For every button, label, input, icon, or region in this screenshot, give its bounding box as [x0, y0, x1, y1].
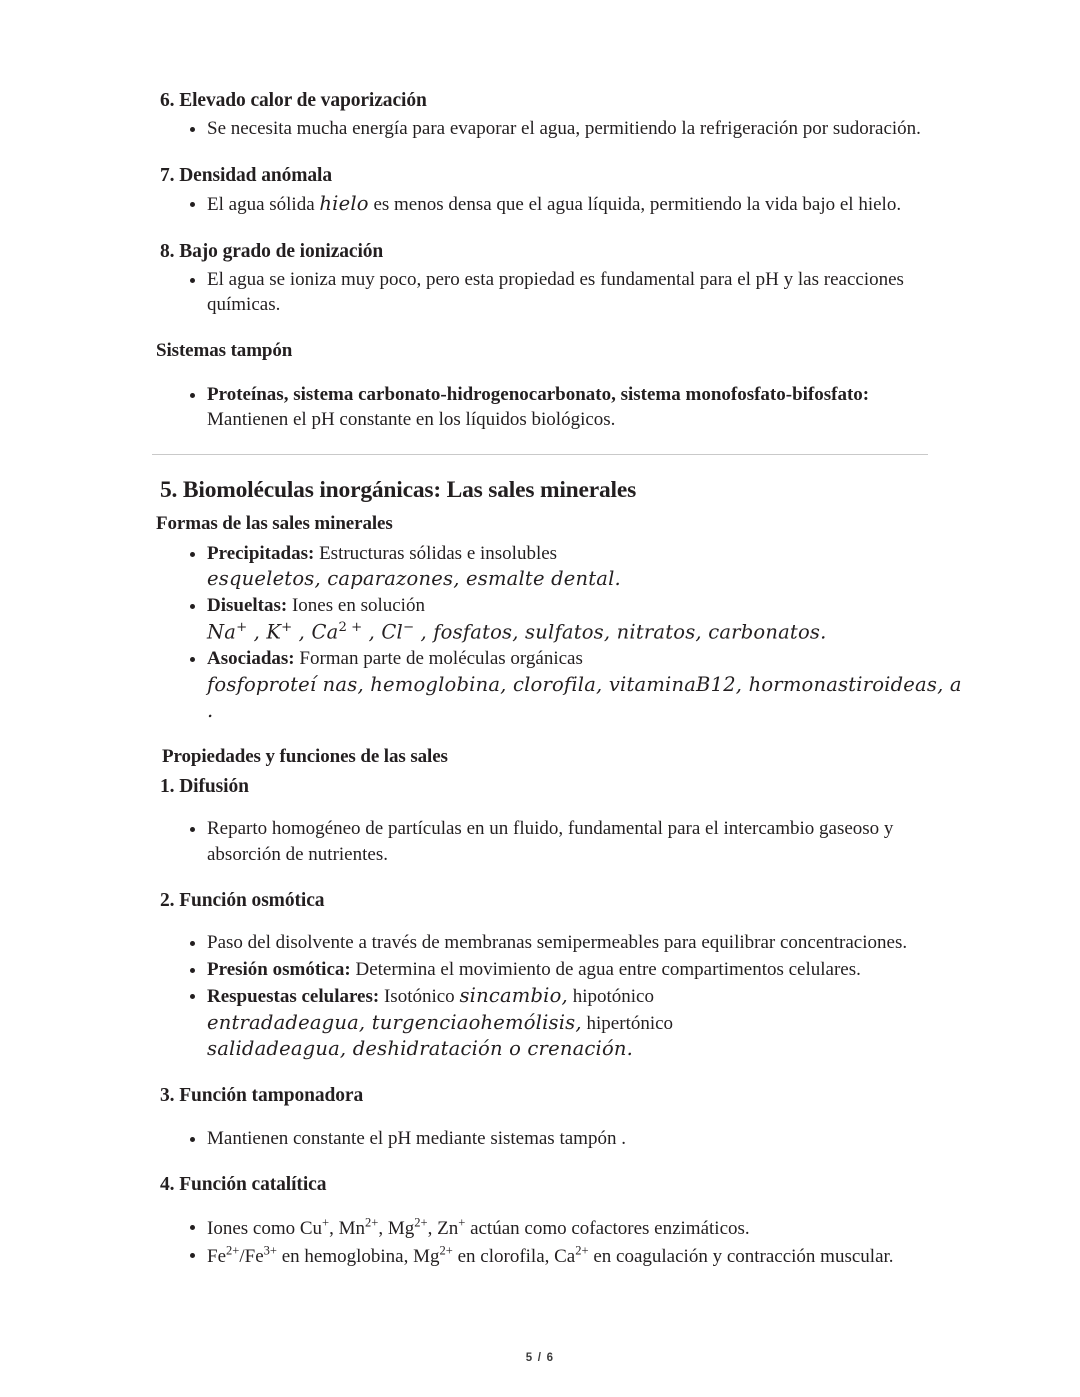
list-item: [152, 541, 942, 593]
list-item-text: Estructuras sólidas e insolubles: [314, 542, 558, 564]
list-item-text: $Fe^{2+}/Fe^{3+}$ en hemoglobina, $Mg^{2+}$ en clorofila, $Ca^{2+}$ en coagulación y contracción muscular.: [207, 1243, 894, 1267]
math-disueltas: Na+ , K+ , $Ca^{2 +}$ , Cl− , fosfatos, sulfatos, nitratos, carbonatos.: [207, 619, 827, 644]
list-item: [152, 957, 942, 982]
math-asociadas-line2: .: [207, 698, 214, 722]
spacer: [152, 219, 942, 239]
list-item: [152, 267, 942, 318]
list-item-bold: Respuestas celulares:: [207, 986, 380, 1008]
math-sin-cambio: sincambio,: [459, 984, 568, 1008]
list-funcion-tamponadora: [152, 1126, 942, 1151]
list-item: [152, 593, 942, 645]
list-item-text: Mantienen constante el pH mediante sistemas tampón .: [207, 1127, 626, 1149]
list-item-text: Forman parte de moléculas orgánicas: [294, 648, 583, 670]
list-item-text: Se necesita mucha energía para evaporar el agua, permitiendo la refrigeración por sudoración.: [207, 118, 921, 140]
list-item-text: Mantienen el pH constante en los líquidos biológicos.: [207, 408, 616, 430]
list-item: [152, 983, 942, 1062]
spacer: [152, 725, 942, 745]
list-item: [152, 646, 962, 724]
list-item-bold: Disueltas:: [207, 595, 288, 617]
spacer: [152, 368, 942, 382]
heading-section-5: 5. Biomoléculas inorgánicas: Las sales minerales: [160, 477, 637, 504]
spacer: [152, 1112, 942, 1126]
math-respuestas-line2: salidadeagua, deshidratación o crenación.: [207, 1037, 634, 1061]
list-item: [152, 1126, 942, 1151]
spacer: [152, 916, 942, 930]
heading-1-difusion: 1. Difusión: [160, 775, 249, 797]
list-vaporizacion: [152, 116, 942, 141]
heading-6-vaporizacion: 6. Elevado calor de vaporización: [160, 90, 427, 111]
list-funcion-osmotica: [152, 930, 942, 1062]
list-item: [152, 116, 942, 141]
spacer: [152, 1200, 942, 1214]
list-formas-sales: [152, 541, 962, 724]
list-item-prefix: El agua sólida: [207, 194, 320, 216]
heading-7-densidad: 7. Densidad anómala: [160, 164, 333, 186]
section-divider: [152, 454, 928, 455]
list-item-bold: Presión osmótica:: [207, 958, 351, 980]
spacer: [152, 1063, 942, 1083]
list-ionizacion: [152, 267, 942, 318]
list-item: [152, 382, 942, 433]
list-item-bold: Proteínas, sistema carbonato-hidrogenocarbonato, sistema monofosfato-bifosfato:: [207, 383, 870, 405]
list-item: [152, 1242, 942, 1269]
spacer: [152, 1152, 942, 1172]
list-item: [152, 1214, 942, 1241]
spacer: [152, 143, 942, 163]
list-item: [152, 191, 942, 217]
list-item-text: Paso del disolvente a través de membranas semipermeables para equilibrar concentraciones.: [207, 932, 908, 954]
spacer: [152, 802, 942, 816]
list-item-text: Iones como Cu+, $Mn^{2+}$, $Mg^{2+}$, Zn+ actúan como cofactores enzimáticos.: [207, 1215, 750, 1239]
list-item: [152, 816, 942, 867]
list-densidad: [152, 191, 942, 217]
list-item-text: Determina el movimiento de agua entre compartimentos celulares.: [350, 958, 861, 980]
list-item-text: Iones en solución: [287, 595, 425, 617]
list-funcion-catalitica: [152, 1214, 942, 1269]
list-item-bold: Asociadas:: [207, 648, 295, 670]
list-difusion: [152, 816, 942, 867]
heading-propiedades-sales: Propiedades y funciones de las sales: [162, 746, 448, 768]
list-item: [152, 930, 942, 955]
math-asociadas-line1: fosfoproteí nas, hemoglobina, clorofila, vitaminaB12, hormonastiroideas, a: [207, 672, 962, 696]
math-respuestas-line1: entradadeagua, turgenciaohemólisis, hipertónico: [207, 1010, 674, 1034]
heading-sistemas-tampon: Sistemas tampón: [156, 339, 293, 361]
list-sistemas-tampon: [152, 382, 942, 433]
spacer: [152, 319, 942, 339]
list-item-suffix: es menos densa que el agua líquida, permitiendo la vida bajo el hielo.: [368, 194, 902, 216]
list-item-text: El agua se ioniza muy poco, pero esta propiedad es fundamental para el pH y las reacciones químicas.: [207, 268, 904, 316]
list-item-text2: hipotónico: [567, 986, 654, 1008]
math-precipitadas: esqueletos, caparazones, esmalte dental.: [207, 567, 621, 591]
page-number-footer: 5 / 6: [525, 1352, 555, 1364]
list-item-text: Reparto homogéneo de partículas en un fluido, fundamental para el intercambio gaseoso y absorción de nutrientes.: [207, 818, 894, 865]
heading-8-ionizacion: 8. Bajo grado de ionización: [160, 240, 384, 262]
heading-3-funcion-tamponadora: 3. Función tamponadora: [160, 1085, 364, 1107]
spacer: [152, 868, 942, 888]
list-item-bold: Precipitadas:: [207, 542, 315, 564]
page-content: [152, 88, 962, 1270]
heading-4-funcion-catalitica: 4. Función catalítica: [160, 1174, 327, 1196]
heading-2-funcion-osmotica: 2. Función osmótica: [160, 889, 325, 911]
heading-formas-sales: Formas de las sales minerales: [156, 512, 393, 534]
list-item-text: Isotónico: [379, 986, 460, 1008]
math-hielo: hielo: [319, 192, 369, 216]
